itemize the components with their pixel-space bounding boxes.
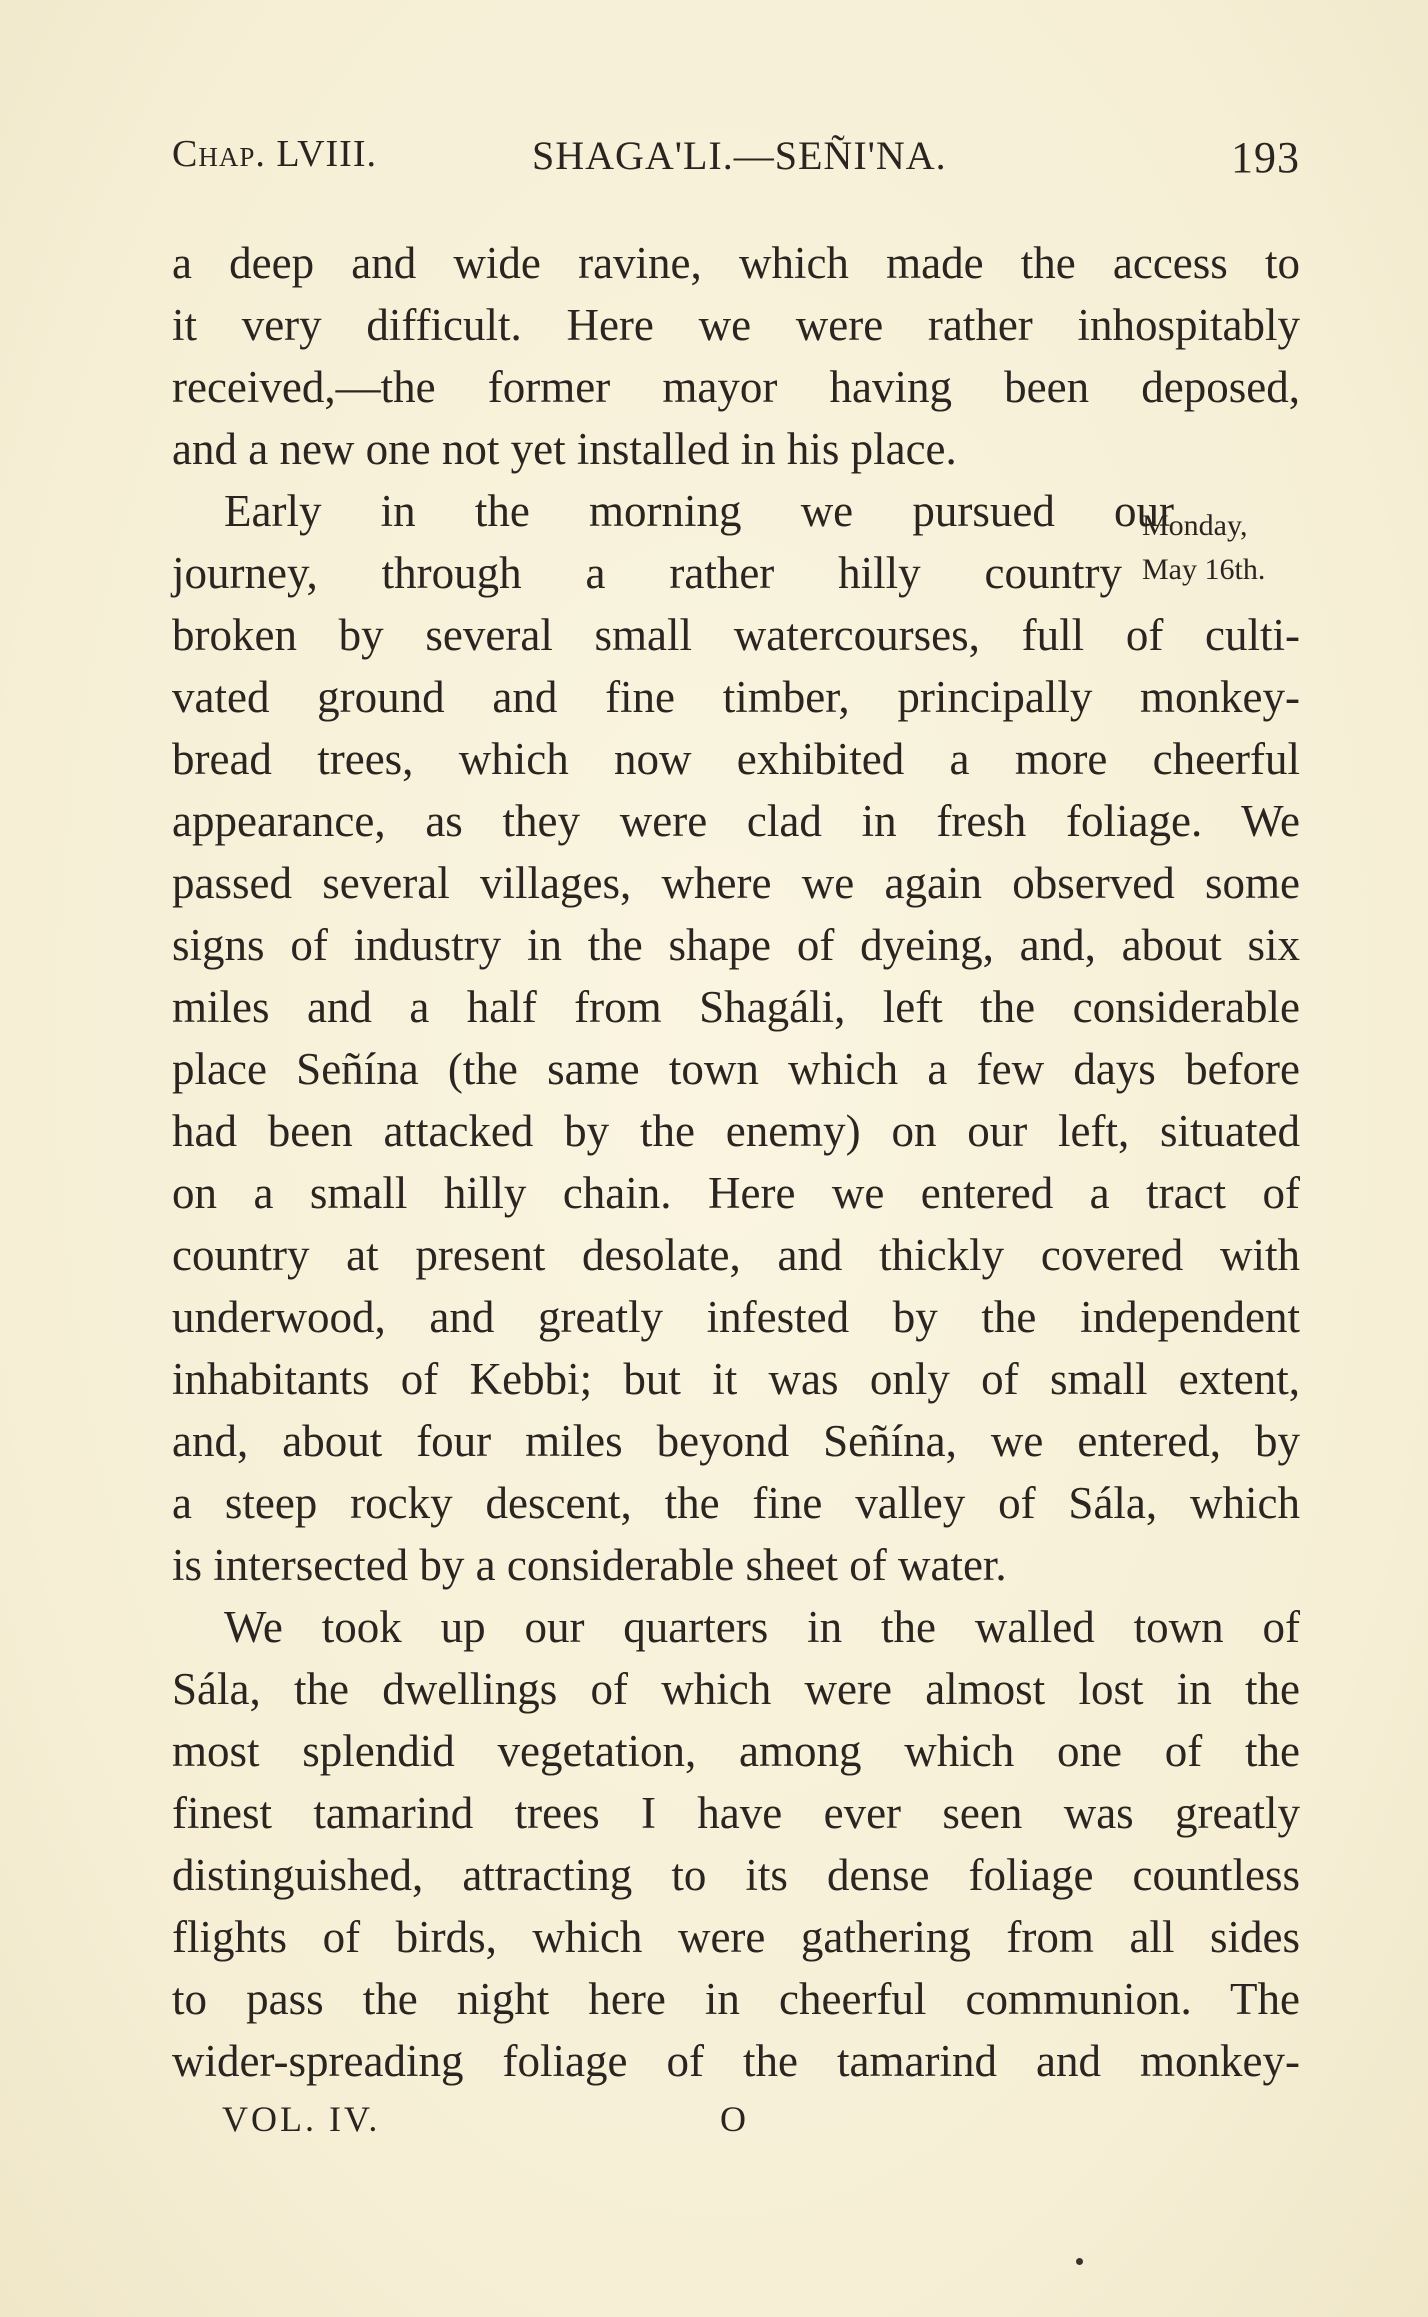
text-line: passed several villages, where we again observed some: [172, 858, 1300, 908]
text-line: Sála, the dwellings of which were almost lost in the: [172, 1664, 1300, 1714]
text-line: received,—the former mayor having been deposed,: [172, 362, 1300, 412]
text-line: journey, through a rather hilly country: [172, 548, 1122, 598]
volume-label: VOL. IV.: [222, 2099, 381, 2139]
running-head: [172, 132, 1300, 192]
chapter-label: Chap. LVIII.: [172, 133, 377, 175]
text-line: a deep and wide ravine, which made the access to: [172, 238, 1300, 288]
text-line: it very difficult. Here we were rather inhospitably: [172, 300, 1300, 350]
text-line: to pass the night here in cheerful communion. The: [172, 1974, 1300, 2024]
text-line: and, about four miles beyond Señína, we entered, by: [172, 1416, 1300, 1466]
margin-note-date-line2: May 16th.: [1142, 553, 1266, 586]
text-line: a steep rocky descent, the fine valley of Sála, which: [172, 1478, 1300, 1528]
body-text: [172, 232, 1300, 2092]
text-line: finest tamarind trees I have ever seen was greatly: [172, 1788, 1300, 1838]
text-line: broken by several small watercourses, full of culti-: [172, 610, 1300, 660]
text-line: on a small hilly chain. Here we entered a tract of: [172, 1168, 1300, 1218]
margin-note-date: Monday,: [1142, 509, 1248, 542]
running-title: SHAGA'LI.—SEÑI'NA.: [532, 133, 947, 178]
text-line: is intersected by a considerable sheet of water.: [172, 1540, 1007, 1590]
text-line: We took up our quarters in the walled town of: [224, 1602, 1300, 1652]
text-line: miles and a half from Shagáli, left the considerable: [172, 982, 1300, 1032]
text-line: bread trees, which now exhibited a more cheerful: [172, 734, 1300, 784]
text-line: and a new one not yet installed in his place.: [172, 424, 957, 474]
text-line: flights of birds, which were gathering from all sides: [172, 1912, 1300, 1962]
text-line: signs of industry in the shape of dyeing, and, about six: [172, 920, 1300, 970]
text-line: inhabitants of Kebbi; but it was only of small extent,: [172, 1354, 1300, 1404]
text-line: distinguished, attracting to its dense foliage countless: [172, 1850, 1300, 1900]
text-line: appearance, as they were clad in fresh foliage. We: [172, 796, 1300, 846]
text-line: most splendid vegetation, among which one of the: [172, 1726, 1300, 1776]
text-line: underwood, and greatly infested by the independent: [172, 1292, 1300, 1342]
signature-mark: O: [720, 2099, 749, 2139]
text-line: place Señína (the same town which a few days before: [172, 1044, 1300, 1094]
ink-speck: [1076, 2258, 1083, 2265]
text-line: country at present desolate, and thickly covered with: [172, 1230, 1300, 1280]
text-line: wider-spreading foliage of the tamarind and monkey-: [172, 2036, 1300, 2086]
text-line: vated ground and fine timber, principally monkey-: [172, 672, 1300, 722]
text-line: Early in the morning we pursued our: [224, 486, 1174, 536]
page-number: 193: [1231, 133, 1300, 182]
text-line: had been attacked by the enemy) on our left, situated: [172, 1106, 1300, 1156]
